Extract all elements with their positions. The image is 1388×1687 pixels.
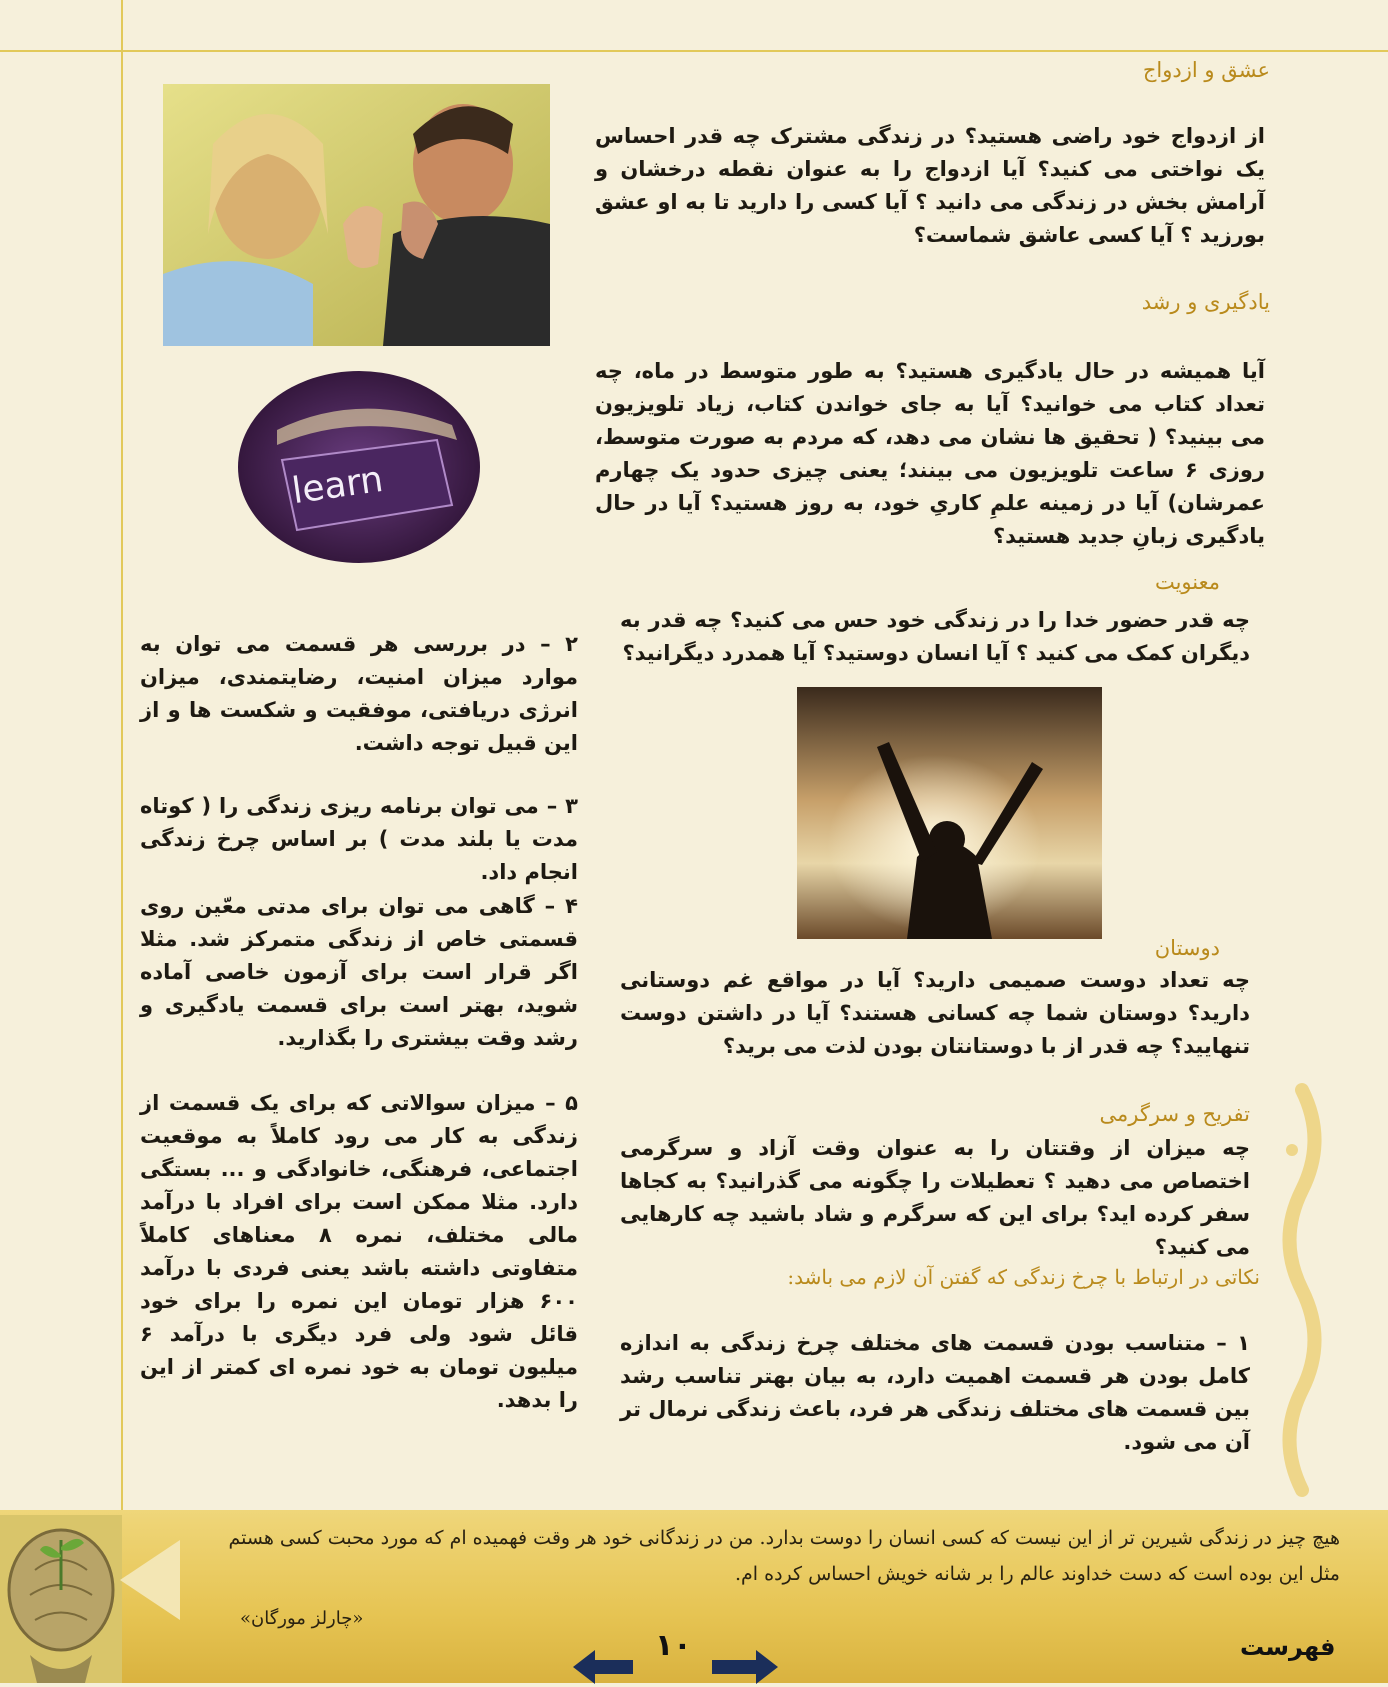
learn-key-photo (237, 370, 481, 564)
heading-notes: نکاتی در ارتباط با چرخ زندگی که گفتن آن لازم می باشد: (787, 1265, 1260, 1289)
friends-paragraph: چه تعداد دوست صمیمی دارید؟ آیا در مواقع غم دوستانی دارید؟ دوستان شما چه کسانی هستند؟ آیا در داشتن دوست تنهایید؟ چه قدر از با دوستانتان بودن لذت می برید؟ (620, 968, 1250, 1058)
toc-link[interactable]: فهرست (1240, 1633, 1336, 1661)
couple-photo (163, 84, 550, 346)
heading-recreation: تفریح و سرگرمی (1099, 1102, 1250, 1126)
prev-page-arrow-icon[interactable] (573, 1650, 633, 1684)
heading-friends: دوستان (1154, 936, 1220, 960)
learn-key-label: learn (289, 458, 386, 513)
love-paragraph: از ازدواج خود راضی هستید؟ در زندگی مشترک چه قدر احساس یک نواختی می کنید؟ آیا ازدواج را به عنوان نقطه درخشان و آرامش بخش در زندگی می دانید ؟ آیا کسی را دارید تا به او عشق بورزید ؟ آیا کسی عاشق شماست؟ (595, 124, 1265, 247)
note-point-4: ۴ – گاهی می توان برای مدتی معّین روی قسمتی خاص از زندگی متمرکز شد. مثلا اگر قرار است برای آزمون خاصی آماده شوید، بهتر است برای قسمت یادگیری و رشد وقت بیشتری را بگذارید. (140, 894, 578, 1050)
brain-plant-icon (0, 1515, 122, 1683)
left-rule (121, 0, 123, 1510)
quote-author: «چارلز مورگان» (240, 1608, 364, 1629)
next-page-arrow-icon[interactable] (712, 1650, 778, 1684)
spirituality-paragraph: چه قدر حضور خدا را در زندگی خود حس می کنید؟ چه قدر به دیگران کمک می کنید ؟ آیا انسان دوستید؟ آیا همدرد دیگرانید؟ (620, 608, 1250, 665)
heading-love: عشق و ازدواج (1142, 58, 1270, 82)
raised-arms-photo (797, 687, 1102, 939)
page-number: ۱۰ (655, 1628, 692, 1663)
top-rule (0, 50, 1388, 52)
footer-quote: هیچ چیز در زندگی شیرین تر از این نیست که کسی انسان را دوست بدارد. من در زندگانی خود هر وقت فهمیده ام که مورد محبت کسی هستم مثل این بوده است که دست خداوند عالم را بر شانه خویش احساس کرده ام. (228, 1527, 1340, 1585)
note-point-3: ۳ – می توان برنامه ریزی زندگی را ( کوتاه مدت یا بلند مدت ) بر اساس چرخ زندگی انجام داد. (140, 794, 578, 884)
recreation-paragraph: چه میزان از وقتتان را به عنوان وقت آزاد و سرگرمی اختصاص می دهید ؟ تعطیلات را چگونه می گذرانید؟ به کجاها سفر کرده اید؟ برای این که سرگرم و شاد باشید چه کارهایی می کنید؟ (620, 1136, 1250, 1259)
heading-learning: یادگیری و رشد (1141, 290, 1270, 314)
note-point-2: ۲ – در بررسی هر قسمت می توان به موارد میزان امنیت، رضایتمندی، میزان انرژی دریافتی، موفقیت و شکست ها و از این قبیل توجه داشت. (140, 632, 578, 755)
calligraphy-ornament (1272, 1080, 1332, 1500)
learning-paragraph: آیا همیشه در حال یادگیری هستید؟ به طور متوسط در ماه، چه تعداد کتاب می خوانید؟ آیا به جای خواندن کتاب، زیاد تلویزیون می بینید؟ ( تحقیق ها نشان می دهد، که مردم به صورت متوسط، روزی ۶ ساعت تلویزیون می بینند؛ یعنی چیزی حدود یک چهارم عمرشان) آیا در زمینه علمِ کاریِ خود، به روز هستید؟ آیا در حال یادگیری زبانِ جدید هستید؟ (595, 359, 1265, 548)
note-point-5: ۵ – میزان سوالاتی که برای یک قسمت از زندگی به کار می رود کاملاً به موقعیت اجتماعی، فرهنگی، خانوادگی و ... بستگی دارد. مثلا ممکن است برای افراد با درآمد مالی مختلف، نمره ۸ معناهای کاملاً متفاوتی داشته باشد یعنی فردی با درآمد ۶۰۰ هزار تومان این نمره را برای خود قائل شود ولی فرد دیگری با درآمد ۶ میلیون تومان به خود نمره ای کمتر از این را بدهد. (140, 1091, 578, 1412)
banner-left-arrow-shape (120, 1540, 180, 1620)
note-point-1: ۱ – متناسب بودن قسمت های مختلف چرخ زندگی به اندازه کامل بودن هر قسمت اهمیت دارد، به بیان بهتر تناسب رشد بین قسمت های مختلف زندگی هر فرد، باعث زندگی نرمال تر آن می شود. (620, 1331, 1250, 1454)
heading-spirituality: معنویت (1154, 570, 1220, 594)
